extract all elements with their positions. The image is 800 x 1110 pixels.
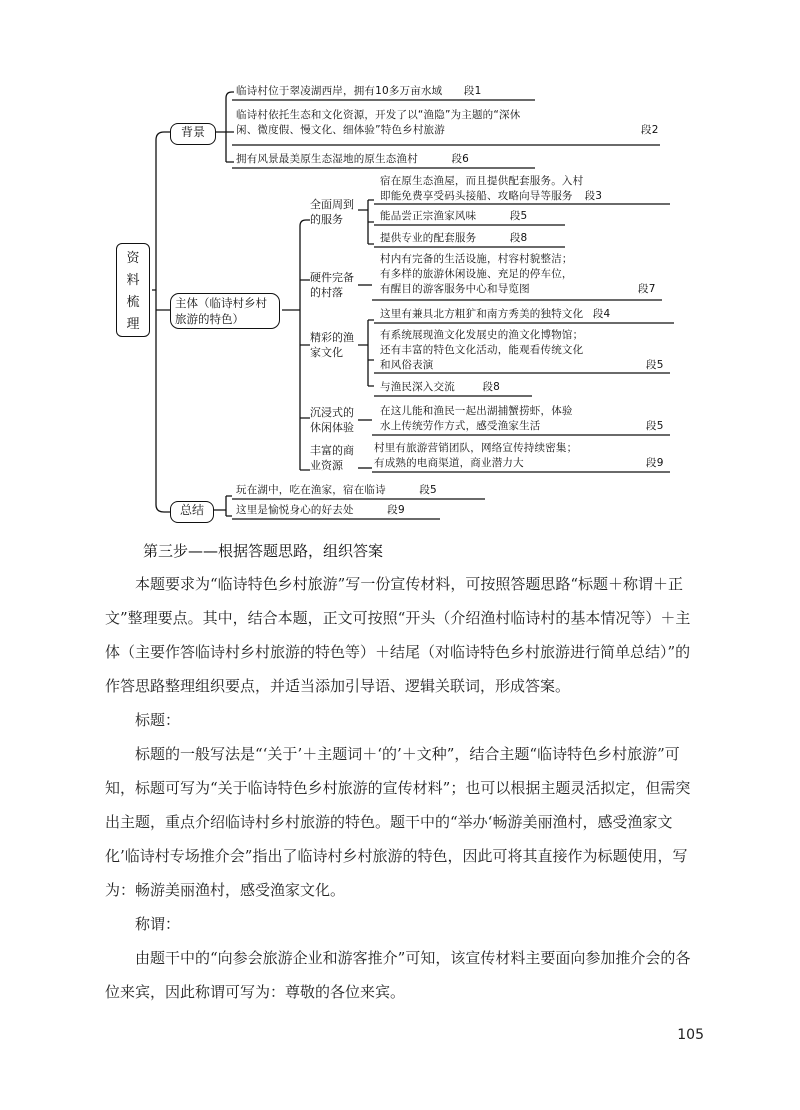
service-item-1: 宿在原生态渔屋，而且提供配套服务。入村 即能免费享受码头接船、攻略向导等服务 段3 (380, 175, 603, 202)
root-node (116, 243, 150, 337)
group-service-label: 全面周到的服务 (310, 198, 354, 226)
summary-item-1: 玩在湖中，吃在渔家，宿在临诗 段5 (236, 484, 437, 496)
experience-item-1: 在这儿能和渔民一起出湖捕蟹捞虾，体验 水上传统劳作方式，感受渔家生活 段5 (380, 405, 664, 432)
business-item-1: 村里有旅游营销团队，网络宣传持续密集； 有成熟的电商渠道，商业潜力大 段9 (374, 442, 664, 469)
salutation-heading: 称谓： (135, 915, 181, 933)
background-item-1: 临诗村位于翠凌湖西岸，拥有10多万亩水域 段1 (236, 85, 482, 97)
culture-item-2: 有系统展现渔文化发展史的渔文化博物馆； 还有丰富的特色文化活动，能观看传统文化 和风俗表演 段5 (380, 329, 664, 371)
group-experience-label: 沉浸式的休闲体验 (310, 406, 354, 434)
culture-item-3: 与渔民深入交流 段8 (380, 381, 501, 393)
summary-node (170, 501, 214, 523)
section-heading: 第三步——根据答题思路，组织答案 (143, 542, 384, 560)
background-item-2: 临诗村依托生态和文化资源，开发了以“渔隐”为主题的“深休 闲、微度假、慢文化、细体验”特色乡村旅游 段2 (236, 109, 659, 136)
body-paragraph-1: 本题要求为“临诗特色乡村旅游”写一份宣传材料，可按照答题思路“标题＋称谓＋正文”整理要点。其中，结合本题，正文可按照“开头（介绍渔村临诗村的基本情况等）＋主体（主要作答临诗村乡村旅游的特色等）＋结尾（对临诗特色乡村旅游进行简单总结）”的作答思路整理组织要点，并适当添加引导语、逻辑关联词，形成答案。 (105, 575, 691, 695)
summary-label: 总结 (179, 503, 204, 517)
main-label: 主体（临诗村乡村旅游的特色） (175, 296, 267, 326)
background-node (170, 123, 216, 145)
background-item-3: 拥有风景最美原生态湿地的原生态渔村 段6 (236, 153, 470, 165)
service-item-2: 能品尝正宗渔家风味 段5 (380, 210, 528, 222)
body-paragraph-2: 标题的一般写法是“‘关于’＋主题词＋‘的’＋文种”，结合主题“临诗特色乡村旅游”可知，标题可写为“关于临诗特色乡村旅游的宣传材料”；也可以根据主题灵活拟定，但需突出主题，重点介绍临诗村乡村旅游的特色。题干中的“举办‘畅游美丽渔村，感受渔家文化’临诗村专场推介会”指出了临诗村乡村旅游的特色，因此可将其直接作为标题使用，写为：畅游美丽渔村，感受渔家文化。 (105, 745, 691, 899)
group-facility-label: 硬件完备的村落 (310, 271, 354, 299)
culture-item-1: 这里有兼具北方粗犷和南方秀美的独特文化 段4 (380, 308, 611, 320)
summary-item-2: 这里是愉悦身心的好去处 段9 (236, 504, 405, 516)
body-paragraph-3: 由题干中的“向参会旅游企业和游客推介”可知，该宣传材料主要面向参加推介会的各位来宾，因此称谓可写为：尊敬的各位来宾。 (105, 949, 691, 1001)
group-culture-label: 精彩的渔家文化 (310, 331, 354, 359)
service-item-3: 提供专业的配套服务 段8 (380, 232, 528, 244)
root-label: 资料梳理 (126, 251, 140, 332)
facility-item-1: 村内有完备的生活设施，村容村貌整洁； 有多样的旅游休闲设施、充足的停车位， 有醒目的游客服务中心和导览图 段7 (380, 253, 656, 295)
title-heading: 标题： (135, 711, 181, 729)
page-number: 105 (677, 1027, 704, 1043)
main-node (170, 293, 280, 329)
background-label: 背景 (180, 125, 205, 139)
group-business-label: 丰富的商业资源 (310, 444, 354, 472)
